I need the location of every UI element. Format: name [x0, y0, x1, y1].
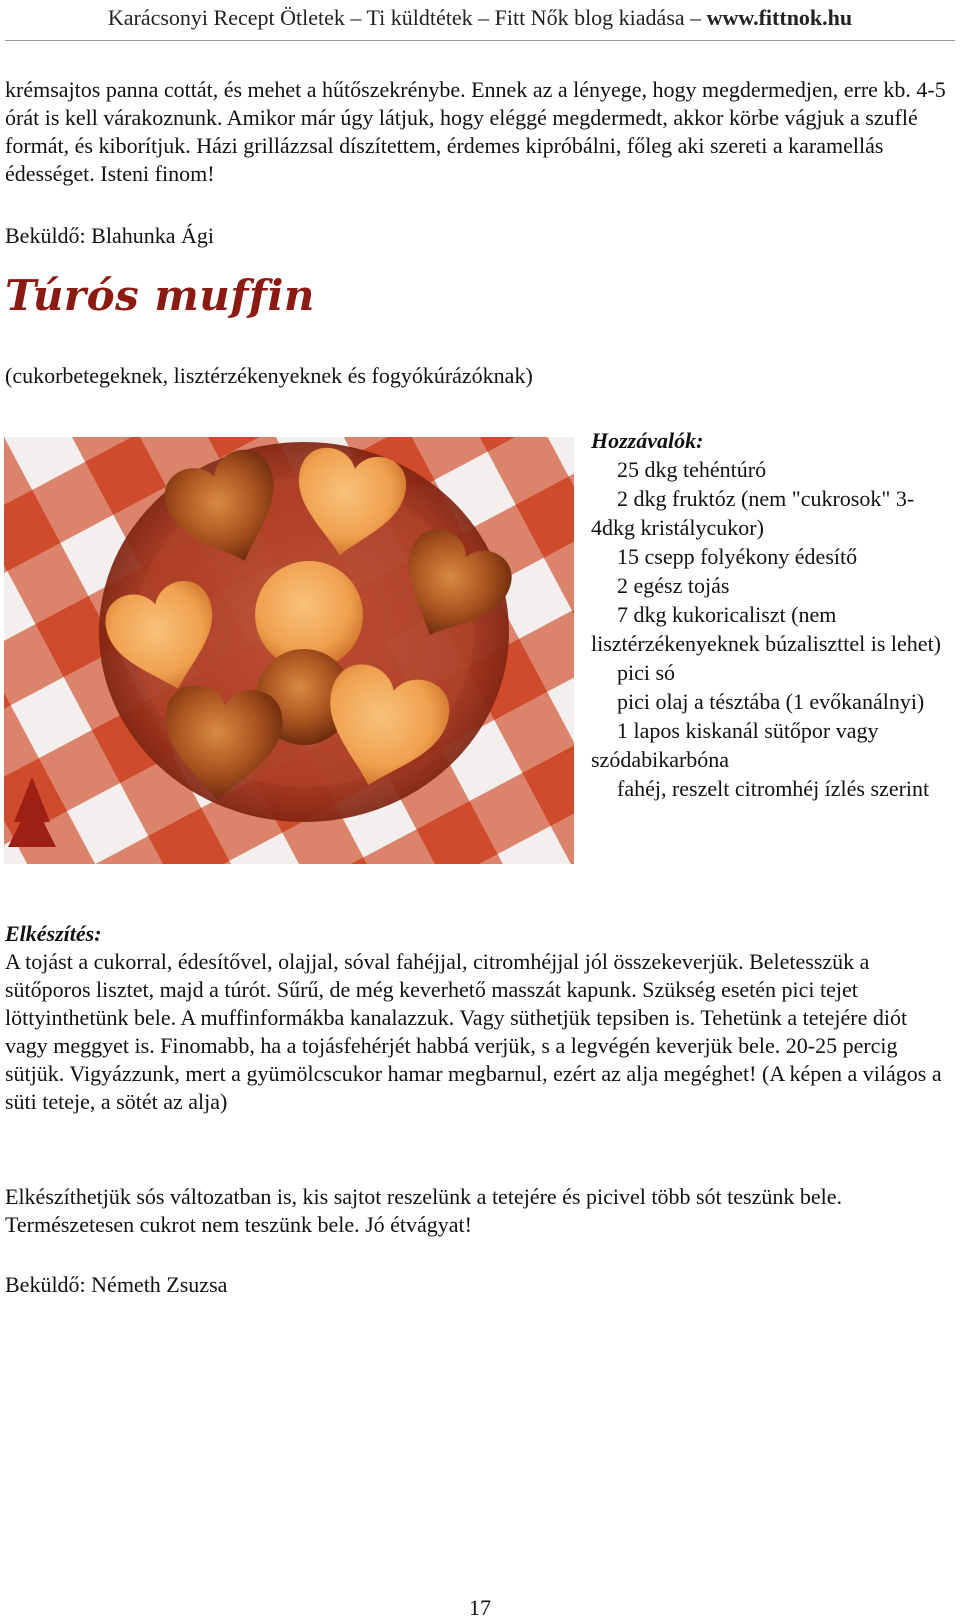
intro-paragraph: krémsajtos panna cottát, és mehet a hűtőszekrénybe. Ennek az a lényege, hogy megdermedjen, erre kb. 4-5 órát is kell várakoznunk. Amikor már úgy látjuk, hogy eléggé megdermedt, akkor körbe vágjuk a szuflé formát, és kiborítjuk. Házi grillázzsal díszítettem, érdemes kipróbálni, főleg aki szereti a karamellás édességet. Isteni finom! [5, 77, 946, 186]
variant-paragraph: Elkészíthetjük sós változatban is, kis sajtot reszelünk a tetejére és picivel több sót teszünk bele. Természetesen cukrot nem teszünk bele. Jó étvágyat! [5, 1184, 842, 1237]
ingredient-item: 2 dkg fruktóz (nem "cukrosok" 3-4dkg kristálycukor) [591, 486, 915, 540]
ingredient-item: 7 dkg kukoricaliszt (nem lisztérzékenyeknek búzaliszttel is lehet) [591, 602, 942, 656]
muffin-photo-illustration [4, 437, 574, 864]
page-header [0, 2, 960, 42]
ingredient-item: pici só [617, 660, 676, 685]
ingredient-item: fahéj, reszelt citromhéj ízlés szerint [617, 776, 930, 801]
page-number: 17 [469, 1595, 491, 1620]
sender-line-1: Beküldő: Blahunka Ági [5, 223, 214, 248]
ingredients-block [591, 426, 956, 803]
recipe-title: Túrós muffin [5, 271, 315, 320]
preparation-block [5, 920, 950, 1116]
header-text: Karácsonyi Recept Ötletek – Ti küldtétek – Fitt Nők blog kiadása – [107, 5, 707, 30]
ingredient-item: pici olaj a tésztába (1 evőkanálnyi) [617, 689, 925, 714]
header-site: www.fittnok.hu [706, 5, 853, 30]
header-divider [5, 40, 955, 41]
preparation-heading: Elkészítés: [5, 921, 102, 946]
muffin-photo [4, 437, 574, 864]
ingredient-item: 15 csepp folyékony édesítő [617, 544, 858, 569]
recipe-subtitle: (cukorbetegeknek, lisztérzékenyeknek és fogyókúrázóknak) [5, 363, 533, 388]
ingredient-item: 2 egész tojás [617, 573, 730, 598]
ingredients-heading: Hozzávalók: [591, 428, 704, 453]
preparation-text: A tojást a cukorral, édesítővel, olajjal, sóval fahéjjal, citromhéjjal jól összekeverjük. Beletesszük a sütőporos lisztet, majd a túrót. Sűrű, de még keverhető masszát kapunk. Szükség esetén pici tejet löttyinthetünk bele. A muffinformákba kanalazzuk. Vagy süthetjük tepsiben is. Tehetünk a tetejére diót vagy meggyet is. Finomabb, ha a tojásfehérjét habbá verjük, s a legvégén keverjük bele. 20-25 percig sütjük. Vigyázzunk, mert a gyümölcscukor hamar megbarnul, ezért az alja megéghet! (A képen a világos a süti teteje, a sötét az alja) [5, 949, 942, 1114]
ingredient-item: 25 dkg tehéntúró [617, 457, 767, 482]
ingredient-item: 1 lapos kiskanál sütőpor vagy szódabikarbóna [591, 718, 879, 772]
sender-line-2: Beküldő: Németh Zsuzsa [5, 1272, 228, 1297]
